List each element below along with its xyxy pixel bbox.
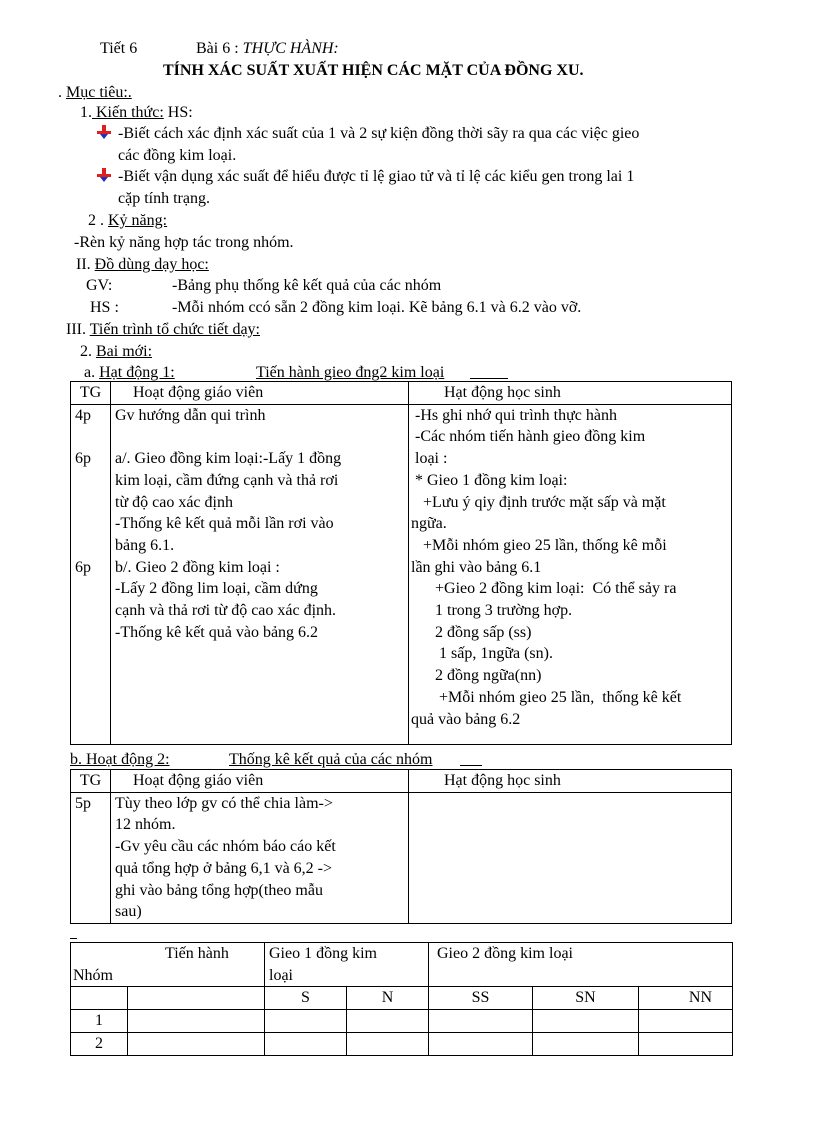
- time-value: 5p: [75, 794, 91, 812]
- gieo-1-line-2: loại: [269, 966, 293, 984]
- student-line: -Hs ghi nhớ qui trình thực hành: [415, 406, 617, 424]
- col-n: N: [347, 987, 429, 1010]
- time-value: [75, 535, 106, 557]
- teacher-line: [115, 426, 404, 448]
- knowledge-num: 1.: [80, 104, 92, 121]
- header-student-activity: Hạt động học sinh: [409, 770, 732, 793]
- empty-cell: [429, 1032, 533, 1055]
- student-line: 2 đồng ngữa(nn): [411, 667, 542, 685]
- teacher-materials: -Bảng phụ thống kê kết quả của các nhóm: [172, 277, 442, 294]
- activity-2-title: Thống kê kết quả của các nhóm: [229, 751, 433, 768]
- student-line: 2 đồng sấp (ss): [411, 623, 532, 641]
- empty-cell: [429, 1010, 533, 1033]
- student-line: +Mỗi nhóm gieo 25 lần, thống kê kết: [411, 688, 682, 706]
- col-sn: SN: [533, 987, 639, 1010]
- knowledge-bullet-2-line-2: cặp tính trạng.: [118, 190, 210, 207]
- gieo-1-line-1: Gieo 1 đồng kim: [269, 945, 377, 962]
- objectives-heading: [58, 82, 132, 103]
- gieo-2-label: Gieo 2 đồng kim loại: [437, 945, 573, 962]
- new-lesson-label: Bai mới:: [96, 343, 153, 360]
- activity-2-table: [70, 769, 732, 924]
- teacher-line: Tùy theo lớp gv có thể chia làm->: [115, 794, 333, 812]
- student-materials: -Mỗi nhóm ccó sẵn 2 đồng kim loại. Kẽ bảng 6.1 và 6.2 vào vỡ.: [172, 299, 582, 316]
- tien-hanh-nhom-cell: [71, 943, 265, 987]
- new-lesson-num: 2.: [80, 343, 92, 360]
- student-line: 1 trong 3 trường hợp.: [411, 602, 573, 620]
- lesson-practice-label: THỰC HÀNH:: [242, 40, 339, 57]
- objectives-label: Mục tiêu:.: [66, 84, 132, 101]
- student-activity-cell: [409, 404, 732, 744]
- time-column: [71, 792, 111, 923]
- gieo-1-header: [265, 943, 429, 987]
- knowledge-label: Kiến thức:: [92, 104, 164, 121]
- empty-cell: [533, 1032, 639, 1055]
- activity-1-heading: [84, 362, 175, 383]
- time-value: [75, 470, 106, 492]
- student-line: lần ghi vào bảng 6.1: [411, 558, 542, 576]
- teacher-line: -Thống kê kết quả mỗi lần rơi vào: [115, 515, 334, 533]
- summary-subheader-row: [71, 987, 733, 1010]
- lesson-prefix: Bài 6 :: [196, 40, 239, 57]
- procedure-label: Tiến trình tổ chức tiết dạy:: [89, 321, 260, 338]
- arrow-bullet-icon: [96, 167, 112, 183]
- knowledge-heading: [80, 102, 193, 123]
- gieo-2-header: [429, 943, 733, 987]
- student-line: -Các nhóm tiến hành gieo đồng kim: [415, 428, 646, 446]
- empty-cell: [265, 1010, 347, 1033]
- table-row: [71, 792, 732, 923]
- col-s: S: [265, 987, 347, 1010]
- activity-1-table: [70, 381, 732, 745]
- activity-1-underline: [470, 378, 508, 379]
- time-value: 6p: [75, 558, 91, 576]
- student-line: quả vào bảng 6.2: [411, 710, 521, 728]
- col-ss: SS: [429, 987, 533, 1010]
- table-header-row: [71, 770, 732, 793]
- nhom-label: Nhóm: [73, 967, 113, 984]
- empty-cell: [639, 1032, 733, 1055]
- knowledge-bullet-2-line-1: -Biết vận dụng xác suất để hiểu được tỉ lệ giao tử và tỉ lệ các kiểu gen trong lai 1: [118, 168, 635, 185]
- arrow-bullet-icon: [96, 124, 112, 140]
- teacher-line: từ độ cao xác định: [115, 493, 233, 511]
- empty-cell: [639, 1010, 733, 1033]
- student-line: +Gieo 2 đồng kim loại: Có thể sảy ra: [411, 580, 677, 598]
- procedure-num: III.: [66, 321, 86, 338]
- empty-cell: [128, 1032, 265, 1055]
- time-value: [75, 491, 106, 513]
- lesson-title: [196, 38, 339, 59]
- teacher-line: -Lấy 2 đồng lim loại, cầm dứng: [115, 580, 318, 598]
- knowledge-bullet-1-line-1: -Biết cách xác định xác suất của 1 và 2 sự kiện đồng thời sãy ra qua các việc gieo: [118, 125, 640, 142]
- empty-cell: [347, 1010, 429, 1033]
- empty-cell: [71, 987, 128, 1010]
- student-line: +Lưu ý qiy định trước mặt sấp và mặt: [411, 493, 666, 511]
- teacher-line: 12 nhóm.: [115, 816, 176, 834]
- activity-2-underline: [460, 765, 482, 766]
- student-line: * Gieo 1 đồng kim loại:: [415, 471, 568, 489]
- materials-heading: [76, 254, 209, 275]
- student-line: loại :: [415, 450, 448, 468]
- page-title: TÍNH XÁC SUẤT XUẤT HIỆN CÁC MẶT CỦA ĐỒNG XU.: [163, 62, 584, 79]
- time-column: [71, 404, 111, 744]
- teacher-line: quả tổng hợp ở bảng 6,1 và 6,2 ->: [115, 859, 333, 877]
- knowledge-rest: HS:: [163, 104, 193, 121]
- student-label: HS :: [90, 299, 119, 316]
- teacher-line: sau): [115, 903, 142, 921]
- summary-header-row: [71, 943, 733, 987]
- empty-cell: [347, 1032, 429, 1055]
- time-value: [75, 513, 106, 535]
- teacher-line: b/. Gieo 2 đồng kim loại :: [115, 558, 280, 576]
- skills-label: Kỷ năng:: [108, 212, 168, 229]
- student-line: 1 sấp, 1ngữa (sn).: [411, 645, 553, 663]
- header-time: TG: [71, 382, 111, 405]
- skills-heading: [88, 210, 167, 231]
- teacher-line: ghi vào bảng tổng hợp(theo mẫu: [115, 881, 323, 899]
- teacher-line: kim loại, cầm đứng cạnh và thả rơi: [115, 471, 339, 489]
- group-number: 1: [71, 1010, 128, 1033]
- materials-label: Đồ dùng dạy học:: [94, 256, 209, 273]
- table-row: [71, 1032, 733, 1055]
- group-number: 2: [71, 1032, 128, 1055]
- teacher-line: cạnh và thả rơi từ độ cao xác định.: [115, 602, 337, 620]
- summary-table: [70, 942, 733, 1056]
- table-row: [71, 404, 732, 744]
- table-header-row: [71, 382, 732, 405]
- empty-cell: [128, 1010, 265, 1033]
- col-nn: NN: [639, 987, 733, 1010]
- header-student-activity: Hạt động học sinh: [409, 382, 732, 405]
- activity-1-title: Tiến hành gieo đng2 kim loại: [256, 364, 445, 381]
- skills-num: 2 .: [88, 212, 104, 229]
- activity-1-label: Hạt động 1:: [99, 364, 175, 381]
- time-value: 6p: [75, 450, 91, 468]
- activity-2-heading: b. Hoạt động 2:: [70, 751, 170, 768]
- empty-cell: [533, 1010, 639, 1033]
- empty-cell: [265, 1032, 347, 1055]
- time-value: 4p: [75, 406, 91, 424]
- header-time: TG: [71, 770, 111, 793]
- empty-cell: [128, 987, 265, 1010]
- lesson-number: Tiết 6: [100, 40, 138, 57]
- teacher-activity-cell: [111, 404, 409, 744]
- materials-num: II.: [76, 256, 91, 273]
- table-row: [71, 1010, 733, 1033]
- teacher-label: GV:: [86, 277, 113, 294]
- teacher-line: a/. Gieo đồng kim loại:-Lấy 1 đồng: [115, 450, 342, 468]
- activity-1-prefix: a.: [84, 364, 96, 381]
- header-teacher-activity: Hoạt động giáo viên: [111, 770, 409, 793]
- teacher-line: bảng 6.1.: [115, 536, 175, 554]
- header-teacher-activity: Hoạt động giáo viên: [111, 382, 409, 405]
- new-lesson-heading: [80, 341, 152, 362]
- student-activity-cell: [409, 792, 732, 923]
- teacher-activity-cell: [111, 792, 409, 923]
- objectives-prefix: .: [58, 84, 66, 101]
- tien-hanh-label: Tiến hành: [165, 945, 229, 962]
- skills-text: -Rèn kỷ năng hợp tác trong nhóm.: [74, 234, 294, 251]
- teacher-line: Gv hướng dẫn qui trình: [115, 406, 266, 424]
- student-line: +Mỗi nhóm gieo 25 lần, thống kê mỗi: [411, 536, 667, 554]
- procedure-heading: [66, 319, 260, 340]
- student-line: ngữa.: [411, 515, 447, 533]
- teacher-line: -Gv yêu cầu các nhóm báo cáo kết: [115, 838, 336, 856]
- teacher-line: -Thống kê kết quả vào bảng 6.2: [115, 623, 319, 641]
- divider-mark: [70, 938, 77, 939]
- time-value: [75, 426, 106, 448]
- knowledge-bullet-1-line-2: các đồng kim loại.: [118, 147, 237, 164]
